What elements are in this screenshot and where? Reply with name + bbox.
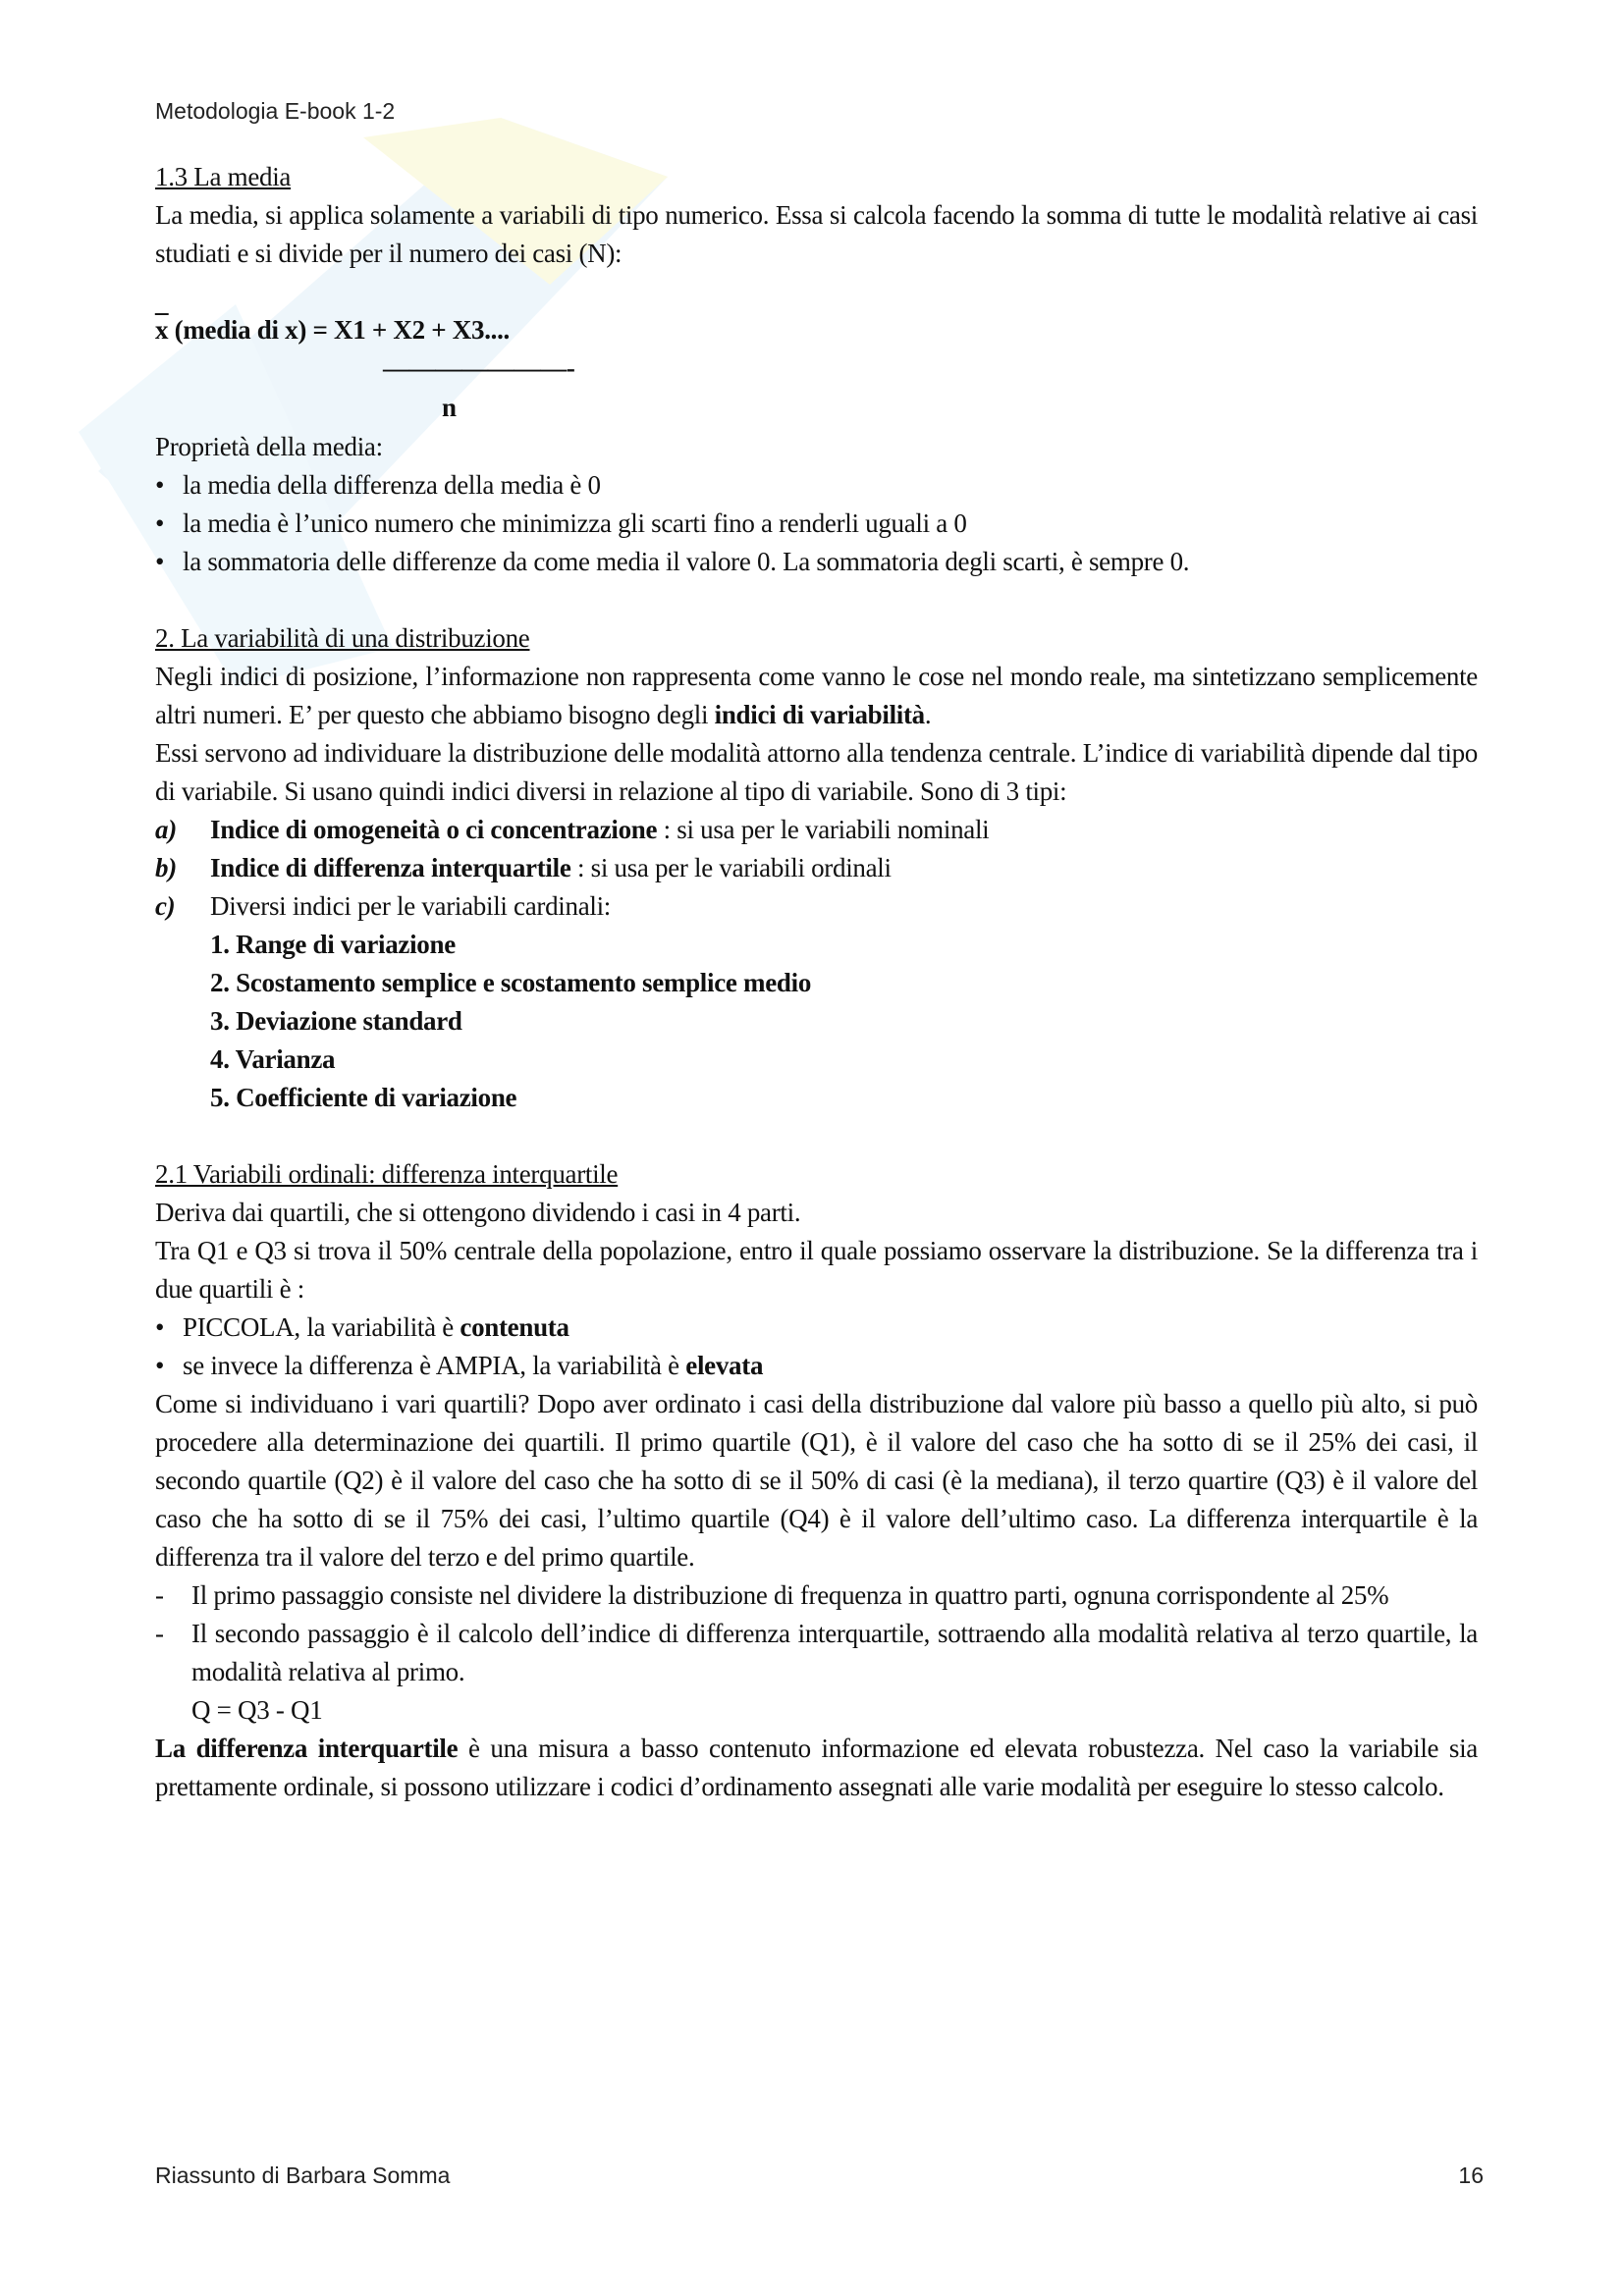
text: : si usa per le variabili nominali [657,815,990,844]
list-item [155,1308,1478,1347]
formula-numerator: X1 + X2 + X3.... [334,315,510,345]
formula-denominator: n [442,393,457,422]
list-item: • la sommatoria delle differenze da come media il valore 0. La sommatoria degli scarti, è sempre 0. [155,543,1478,581]
bold-text: Indice di omogeneità o ci concentrazione [210,815,658,844]
text: : si usa per le variabili ordinali [570,853,892,882]
bold-text: indici di variabilità [714,700,925,729]
section-heading: 1.3 La media [155,162,292,191]
steps-list [155,1576,1478,1691]
bold-text: La differenza interquartile [155,1734,459,1763]
page-number: 16 [1458,2163,1484,2188]
list-item [155,811,1478,849]
list-item: 3. Deviazione standard [210,1006,462,1036]
list-item: 5. Coefficiente di variazione [210,1083,517,1112]
text: se invece la differenza è AMPIA, la variabilità è [183,1351,686,1380]
paragraph: Deriva dai quartili, che si ottengono dividendo i casi in 4 parti. [155,1198,801,1227]
list-item [155,1347,1478,1385]
paragraph [155,658,1478,734]
text: Diversi indici per le variabili cardinali: [210,891,611,921]
text: è una misura a basso contenuto informazione ed elevata robustezza. Nel caso la variabile sia prettamente ordinale, si possono utilizzare i codici d’ordinamento assegnati alle varie modalità per eseguire lo stesso calcolo. [155,1734,1478,1801]
list-marker: b) [155,853,177,882]
properties-title: Proprietà della media: [155,432,383,461]
list-item: - Il secondo passaggio è il calcolo dell’indice di differenza interquartile, sottraendo alla modalità relativa al terzo quartile, la modalità relativa al primo. [155,1615,1478,1691]
section-heading: 2. La variabilità di una distribuzione [155,623,530,653]
paragraph: Tra Q1 e Q3 si trova il 50% centrale della popolazione, entro il quale possiamo osservare la distribuzione. Se la differenza tra i due quartili è : [155,1236,1478,1304]
list-item: • la media è l’unico numero che minimizza gli scarti fino a renderli uguali a 0 [155,505,1478,543]
text: Negli indici di posizione, l’informazione non rappresenta come vanno le cose nel mondo reale, ma sintetizzano semplicemente altri numeri. E’ per questo che abbiamo bisogno degli [155,662,1478,729]
list-item [155,887,1478,926]
document-body [155,158,1478,1806]
bold-text: contenuta [460,1312,569,1342]
text: PICCOLA, la variabilità è [183,1312,460,1342]
properties-list [155,466,1478,581]
equation: Q = Q3 - Q1 [191,1695,323,1725]
paragraph [155,1730,1478,1806]
footer-author: Riassunto di Barbara Somma [155,2163,451,2188]
list-marker: a) [155,815,177,844]
page-header: Metodologia E-book 1-2 [155,98,396,124]
bold-text: Indice di differenza interquartile [210,853,571,882]
variability-list [155,1308,1478,1385]
formula-bar: _ [155,288,169,317]
text: . [924,700,932,729]
list-item: 1. Range di variazione [210,930,456,959]
paragraph: La media, si applica solamente a variabili di tipo numerico. Essa si calcola facendo la somma di tutte le modalità relative ai casi studiati e si divide per il numero dei casi (N): [155,200,1478,268]
paragraph: Essi servono ad individuare la distribuzione delle modalità attorno alla tendenza centrale. L’indice di variabilità dipende dal tipo di variabile. Si usano quindi indici diversi in relazione al tipo di variabile. Sono di 3 tipi: [155,738,1478,806]
list-item: 4. Varianza [210,1044,336,1074]
formula-line: ———————- [383,353,575,383]
paragraph: Come si individuano i vari quartili? Dopo aver ordinato i casi della distribuzione dal valore più basso a quello più alto, si può procedere alla determinazione dei quartili. Il primo quartile (Q1), è il valore del caso che ha sotto di se il 25% dei casi, il secondo quartile (Q2) è il valore del caso che ha sotto di se il 50% di casi (è la mediana), il terzo quartire (Q3) è il valore del caso che ha sotto di se il 75% dei casi, l’ultimo quartile (Q4) è il valore dell’ultimo caso. La differenza interquartile è la differenza tra il valore del terzo e del primo quartile. [155,1389,1478,1572]
list-item [155,849,1478,887]
types-list [155,811,1478,926]
bold-text: elevata [685,1351,764,1380]
list-marker: c) [155,891,176,921]
section-heading: 2.1 Variabili ordinali: differenza interquartile [155,1159,619,1189]
list-item: 2. Scostamento semplice e scostamento semplice medio [210,968,812,997]
formula-left: x (media di x) = [155,315,335,345]
list-item: • la media della differenza della media è 0 [155,466,1478,505]
formula [155,311,1478,349]
list-item: - Il primo passaggio consiste nel dividere la distribuzione di frequenza in quattro parti, ognuna corrispondente al 25% [155,1576,1478,1615]
